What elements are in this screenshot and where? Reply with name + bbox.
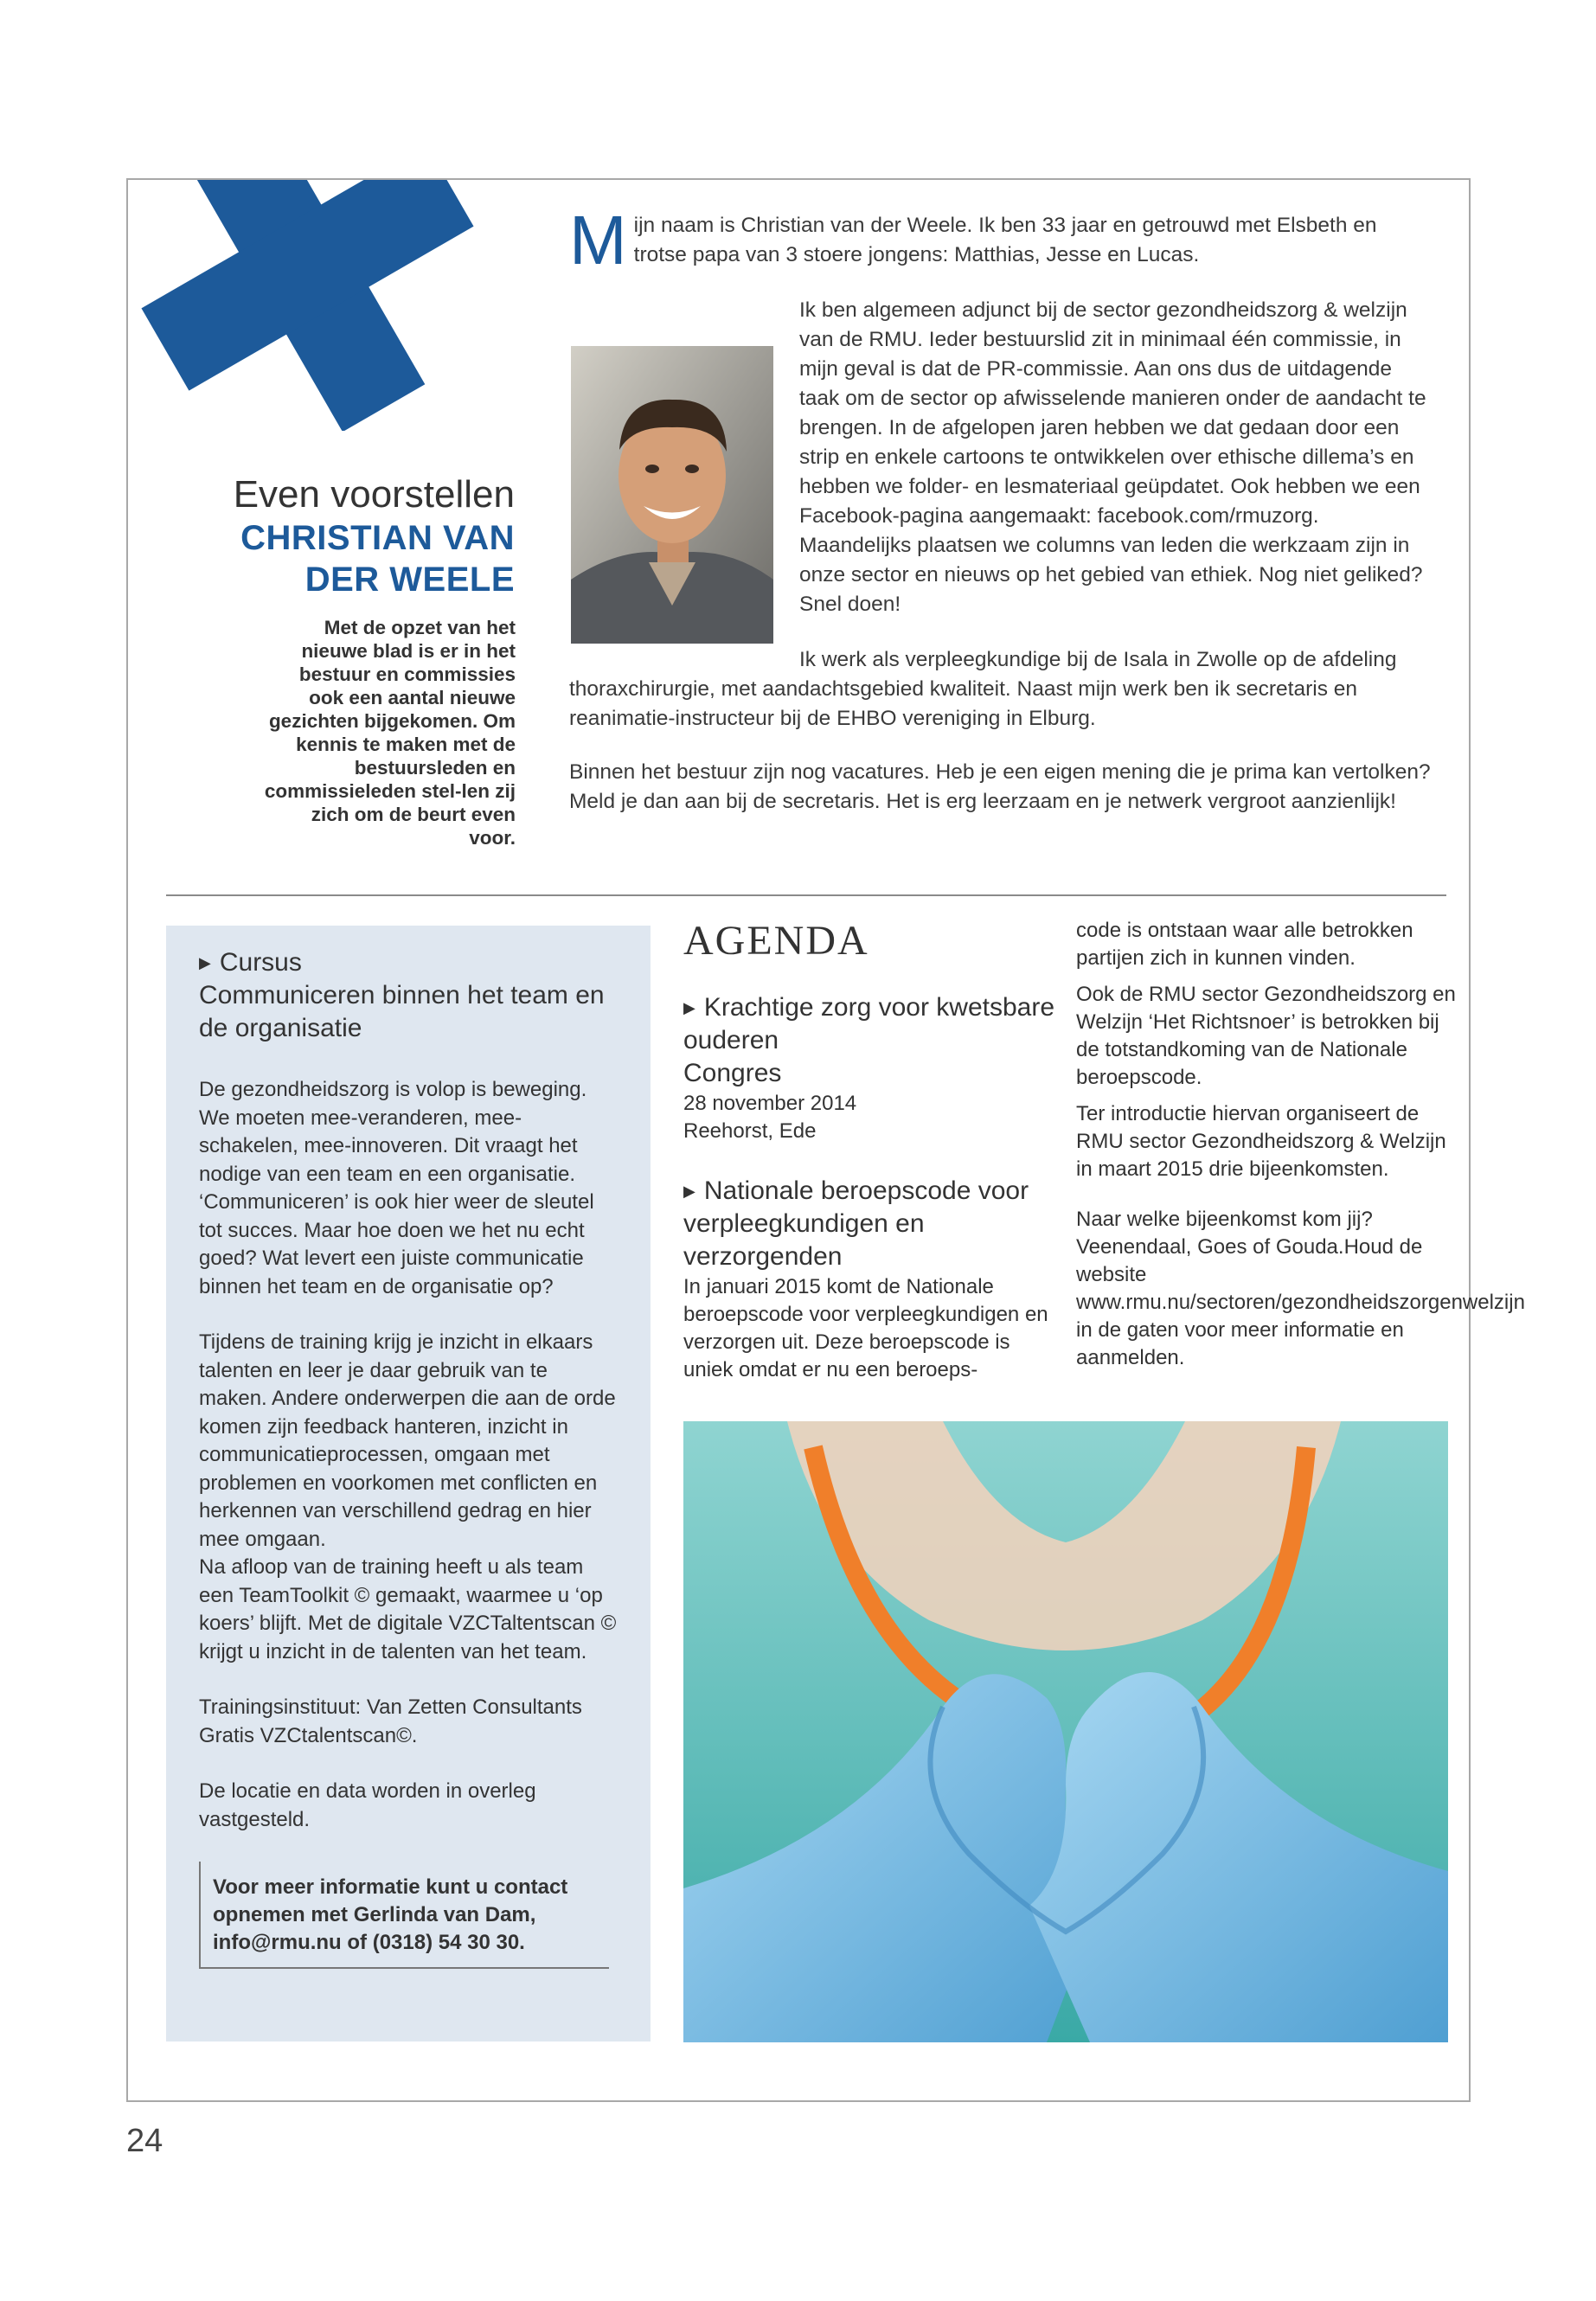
agenda-item-1-date: 28 november 2014: [683, 1092, 857, 1115]
intro-title-line3: DER WEELE: [304, 561, 515, 599]
agenda-item-2: [683, 1175, 1055, 1384]
agenda-col3-p4: Naar welke bijeenkomst kom jij? Veenendaal, Goes of Gouda.Houd de website www.rmu.nu/sectoren/gezondheidszorgenwelzijn in de gaten voor meer informatie en aanmelden.: [1076, 1208, 1525, 1369]
course-p2a: Tijdens de training krijg je inzicht in elkaars talenten en leer je daar gebruik van te maken. Andere onderwerpen die aan de orde komen zijn feedback hanteren, inzicht in communicatieprocessen, omgaan met problemen en voorkomen met conflicten en herkennen van verschillend gedrag en hier mee omgaan.: [199, 1330, 616, 1551]
article-body: [569, 202, 1434, 843]
triangle-right-icon: ▶: [683, 1183, 695, 1200]
agenda-item-2-title: [683, 1175, 1055, 1273]
course-paragraph-4: De locatie en data worden in overleg vastgesteld.: [199, 1779, 536, 1831]
course-p2b: Na afloop van de training heeft u als team een TeamToolkit © gemaakt, waarmee u ‘op koers’ blijft. Met de digitale VZCTaltentscan © krijgt u inzicht in de talenten van het team.: [199, 1555, 617, 1663]
cross-logo-icon: [128, 180, 526, 431]
agenda-heading: AGENDA: [683, 918, 869, 964]
portrait-photo: [571, 346, 773, 644]
section-divider: [166, 894, 1446, 896]
agenda-item-1-type: Congres: [683, 1059, 782, 1087]
course-paragraph-2: [199, 1329, 619, 1666]
agenda-col3-p3: Ter introductie hiervan organiseert de RMU sector Gezondheidszorg & Welzijn in maart 2015 drie bijeenkomsten.: [1076, 1102, 1446, 1181]
article-p1-text: ijn naam is Christian van der Weele. Ik ben 33 jaar en getrouwd met Elsbeth en trotse papa van 3 stoere jongens: Matthias, Jesse en Lucas.: [633, 214, 1377, 266]
intro-title-line1: Even voorstellen: [233, 473, 515, 516]
course-title: Communiceren binnen het team en de organisatie: [199, 981, 605, 1042]
article-paragraph-1: [569, 202, 1434, 279]
triangle-right-icon: ▶: [683, 999, 695, 1016]
page-number: 24: [126, 2123, 163, 2159]
agenda-item-1-title-text: Krachtige zorg voor kwetsbare ouderen: [683, 993, 1055, 1054]
course-heading: [199, 946, 619, 1045]
course-label: Cursus: [219, 948, 302, 977]
article-paragraph-4: Binnen het bestuur zijn nog vacatures. Heb je een eigen mening die je prima kan vertolken? Meld je dan aan bij de secretaris. Het is erg leerzaam en je netwerk vergroot aanzienlijk!: [569, 760, 1431, 813]
intro-title-line2: CHRISTIAN VAN: [240, 519, 515, 557]
course-free-scan: Gratis VZCtalentscan©.: [199, 1723, 418, 1747]
intro-title: [151, 472, 515, 600]
triangle-right-icon: ▶: [199, 954, 211, 971]
course-institute: Trainingsinstituut: Van Zetten Consultants: [199, 1695, 582, 1719]
agenda-column-2: [1076, 917, 1525, 1381]
course-paragraph-3: [199, 1694, 619, 1750]
agenda-item-1: [683, 991, 1055, 1145]
agenda-item-2-title-text: Nationale beroepscode voor verpleegkundigen en verzorgenden: [683, 1176, 1029, 1271]
course-box: [166, 926, 651, 2041]
course-contact: Voor meer informatie kunt u contact opnemen met Gerlinda van Dam, info@rmu.nu of (0318) 54 30 30.: [199, 1862, 609, 1969]
article-paragraph-2: [569, 296, 1434, 619]
intro-lead: Met de opzet van het nieuwe blad is er in het bestuur en commissies ook een aantal nieuwe gezichten bijgekomen. Om kennis te maken met de bestuursleden en commissieleden stel-len zij zich om de beurt even voor.: [264, 617, 516, 849]
agenda-col3-p2: Ook de RMU sector Gezondheidszorg en Welzijn ‘Het Richtsnoer’ is betrokken bij de totstandkoming van de Nationale beroepscode.: [1076, 983, 1456, 1089]
drop-cap: M: [569, 202, 627, 279]
agenda-item-1-title: [683, 991, 1055, 1057]
agenda-item-1-location: Reehorst, Ede: [683, 1119, 817, 1143]
agenda-col3-p1: code is ontstaan waar alle betrokken partijen zich in kunnen vinden.: [1076, 919, 1413, 970]
article-p2-text: Ik ben algemeen adjunct bij de sector gezondheidszorg & welzijn van de RMU. Ieder bestuurslid zit in minimaal één commissie, in mijn geval is dat de PR-commissie. Aan ons dus de uitdagende taak om de sector op afwisselende manieren onder de aandacht te brengen. In de afgelopen jaren hebben we dat gedaan door een strip en enkele cartoons te ontwikkelen over ethische dillema’s en hebben we folder- en lesmateriaal geüpdatet. Ook hebben we een Facebook-pagina aangemaakt: facebook.com/rmuzorg. Maandelijks plaatsen we columns van leden die werkzaam zijn in onze sector en nieuws op het gebied van ethiek. Nog niet geliked? Snel doen!: [799, 298, 1426, 616]
agenda-item-2-text: In januari 2015 komt de Nationale beroepscode voor verpleegkundigen en verzorgen uit. Deze beroepscode is uniek omdat er nu een beroeps-: [683, 1275, 1048, 1381]
course-paragraph-1: De gezondheidszorg is volop is beweging. We moeten mee-veranderen, mee-schakelen, mee-innoveren. Dit vraagt het nodige van een team en een organisatie. ‘Communiceren’ is ook hier weer de sleutel tot succes. Maar hoe doen we het nu echt goed? Wat levert een juiste communicatie binnen het team en de organisatie op?: [199, 1078, 594, 1298]
article-paragraph-3: Ik werk als verpleegkundige bij de Isala in Zwolle op de afdeling thoraxchirurgie, met aandachtsgebied kwaliteit. Naast mijn werk ben ik secretaris en reanimatie-instructeur bij de EHBO vereniging in Elburg.: [569, 648, 1397, 730]
agenda-column-1: [683, 991, 1055, 1413]
nurse-heart-hands-photo: [683, 1421, 1448, 2042]
